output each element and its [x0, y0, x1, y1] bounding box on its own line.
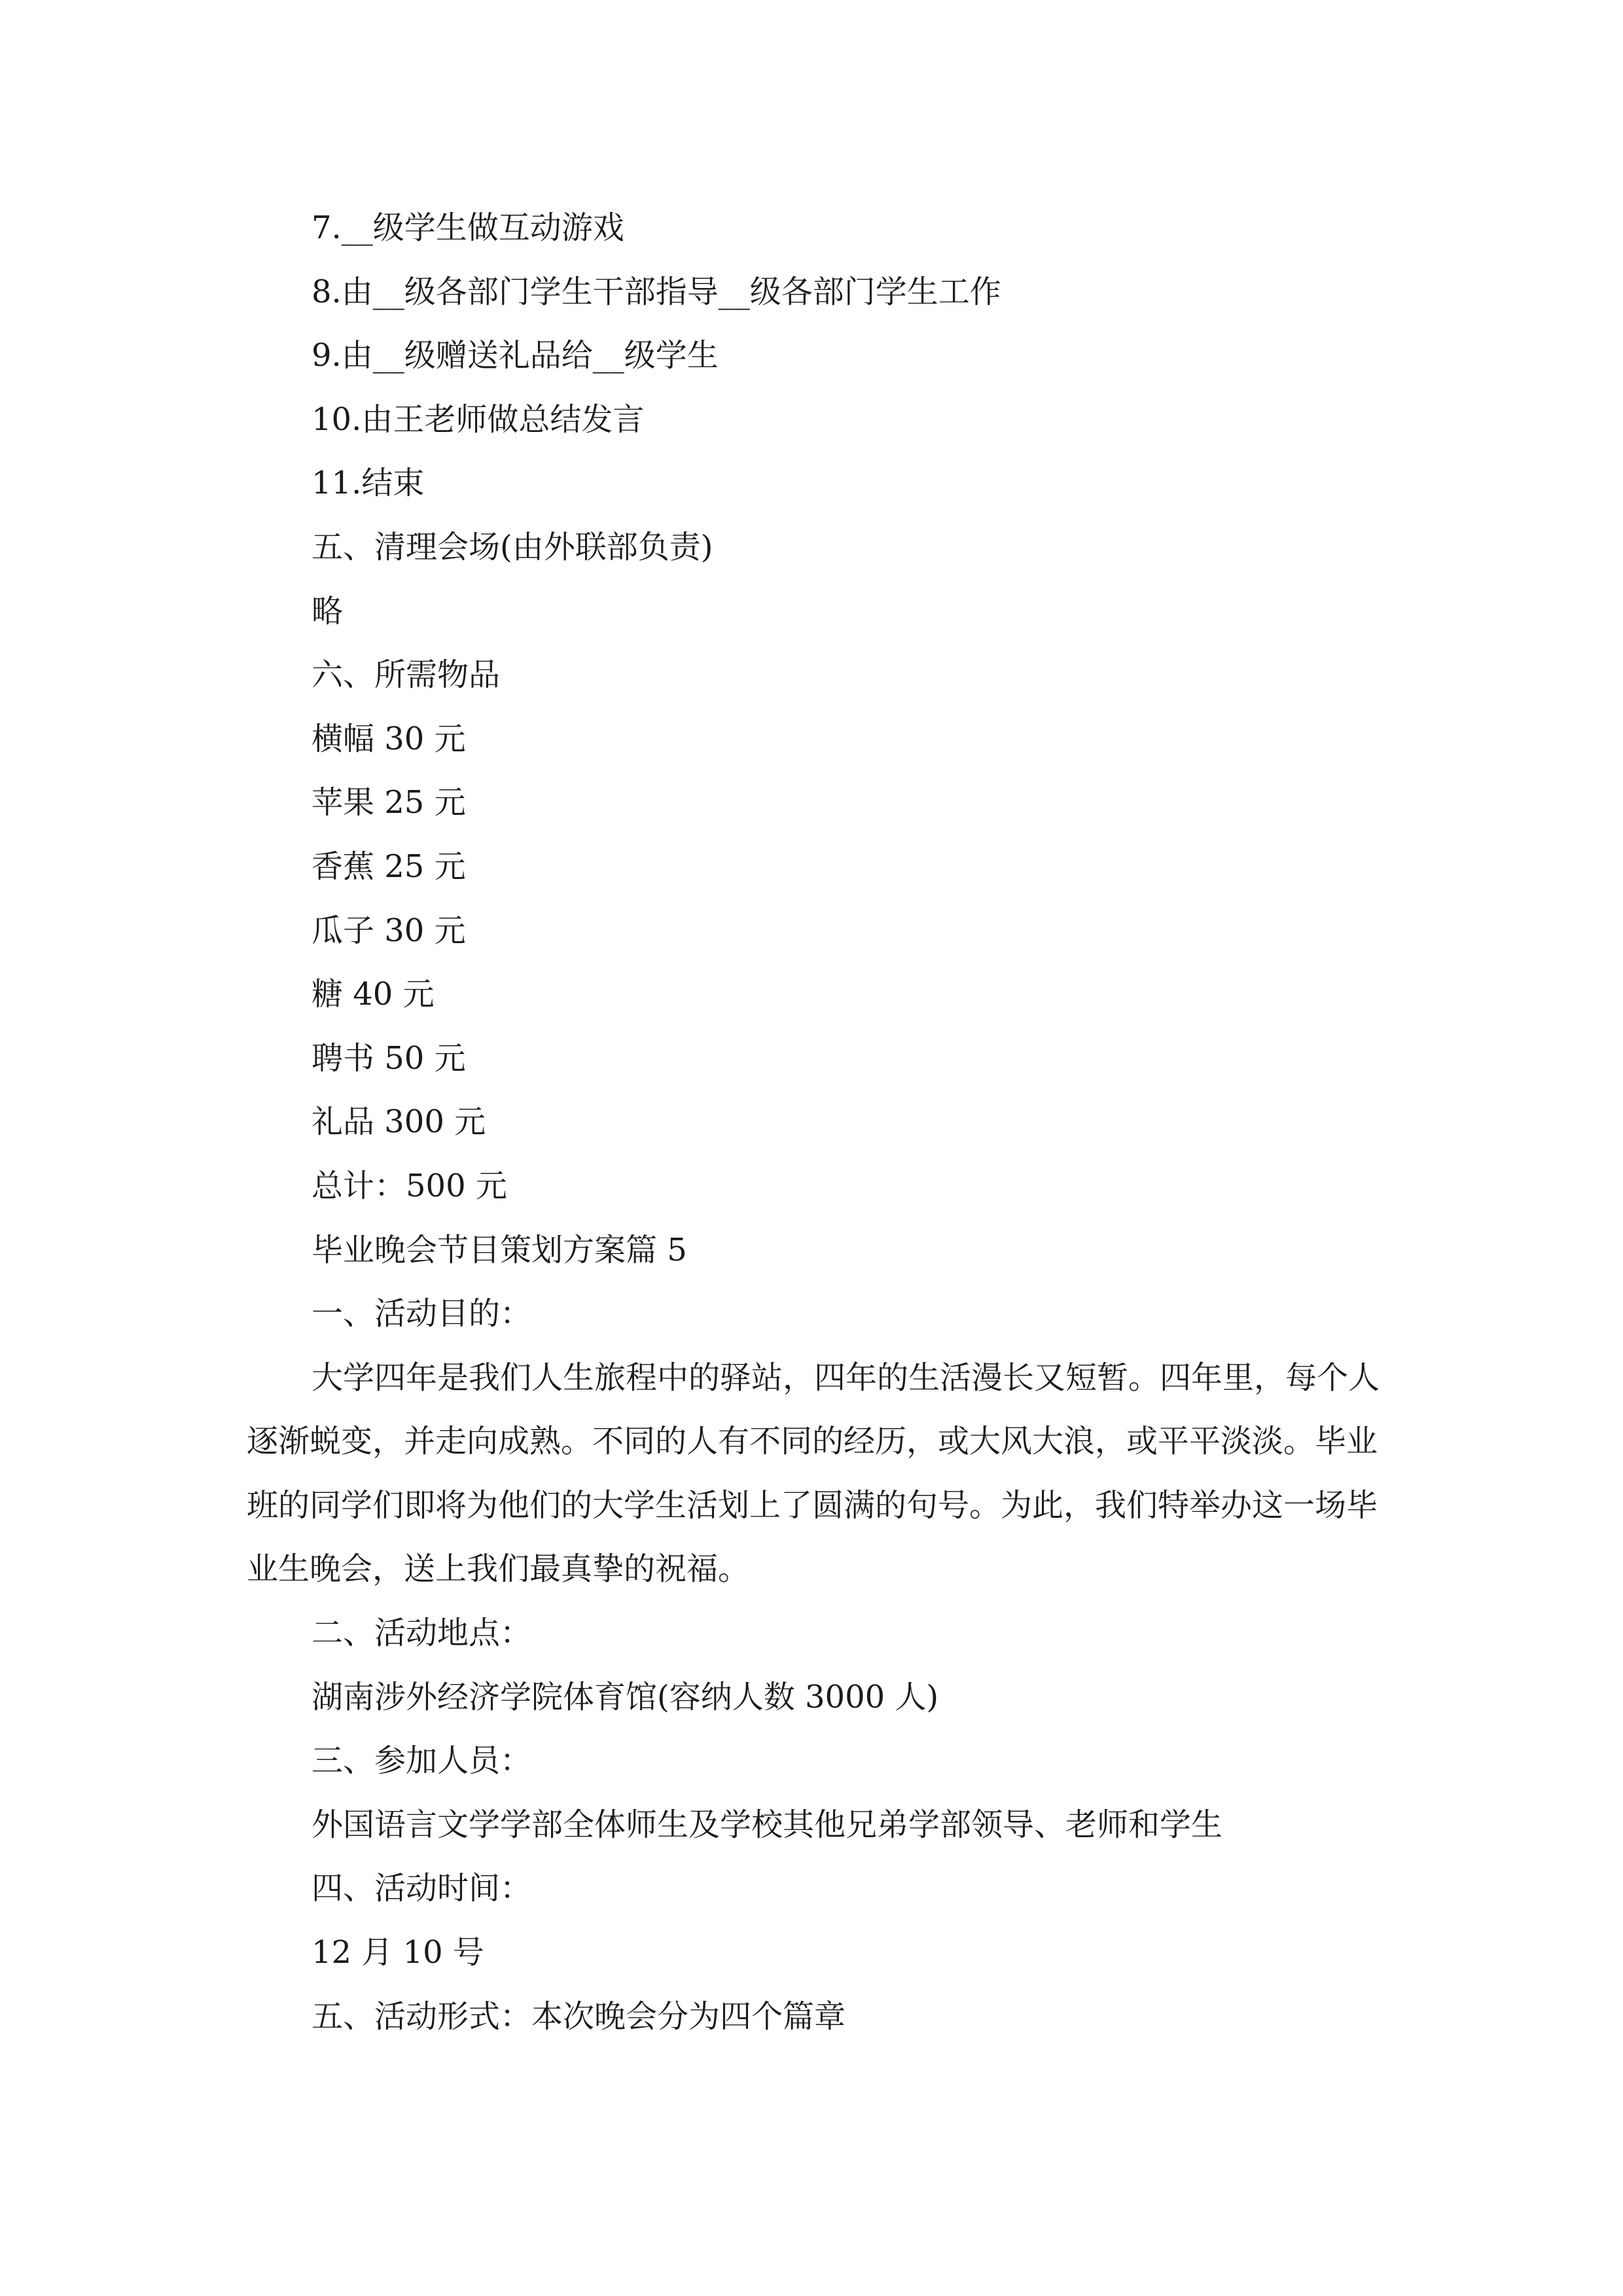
section-heading: 三、参加人员：: [312, 1742, 532, 1780]
item-cost: 横幅 30 元: [312, 720, 466, 757]
plan-title: 毕业晚会节目策划方案篇 5: [312, 1231, 687, 1268]
text-line: 外国语言文学学部全体师生及学校其他兄弟学部领导、老师和学生: [312, 1806, 1223, 1843]
total-cost: 总计：500 元: [312, 1167, 507, 1204]
section-heading: 五、活动形式：本次晚会分为四个篇章: [312, 1998, 846, 2035]
list-item: 8.由__级各部门学生干部指导__级各部门学生工作: [312, 273, 1001, 310]
section-heading: 六、所需物品: [312, 656, 501, 694]
item-cost: 聘书 50 元: [312, 1039, 466, 1077]
section-heading: 四、活动时间：: [312, 1870, 532, 1907]
list-item: 10.由王老师做总结发言: [312, 401, 645, 438]
item-cost: 瓜子 30 元: [312, 912, 466, 949]
text-line: 略: [312, 592, 344, 630]
list-item: 7.__级学生做互动游戏: [312, 209, 624, 246]
section-heading: 一、活动目的：: [312, 1295, 532, 1333]
item-cost: 糖 40 元: [312, 976, 435, 1013]
list-item: 9.由__级赠送礼品给__级学生: [312, 337, 719, 374]
list-item: 11.结束: [312, 465, 425, 502]
text-line: 12 月 10 号: [312, 1934, 484, 1971]
item-cost: 礼品 300 元: [312, 1103, 486, 1141]
section-heading: 五、清理会场(由外联部负责): [312, 528, 713, 565]
purpose-paragraph: 大学四年是我们人生旅程中的驿站，四年的生活漫长又短暂。四年里，每个人逐渐蜕变，并走向成熟。不同的人有不同的经历，或大风大浪，或平平淡淡。毕业班的同学们即将为他们的大学生活划上了圆满的句号。为此，我们特举办这一场毕业生晚会，送上我们最真挚的祝福。: [247, 1359, 1380, 1588]
item-cost: 香蕉 25 元: [312, 848, 466, 885]
item-cost: 苹果 25 元: [312, 784, 466, 821]
document-body: [247, 196, 1385, 2049]
text-line: 湖南涉外经济学院体育馆(容纳人数 3000 人): [312, 1678, 939, 1715]
section-heading: 二、活动地点：: [312, 1615, 532, 1652]
